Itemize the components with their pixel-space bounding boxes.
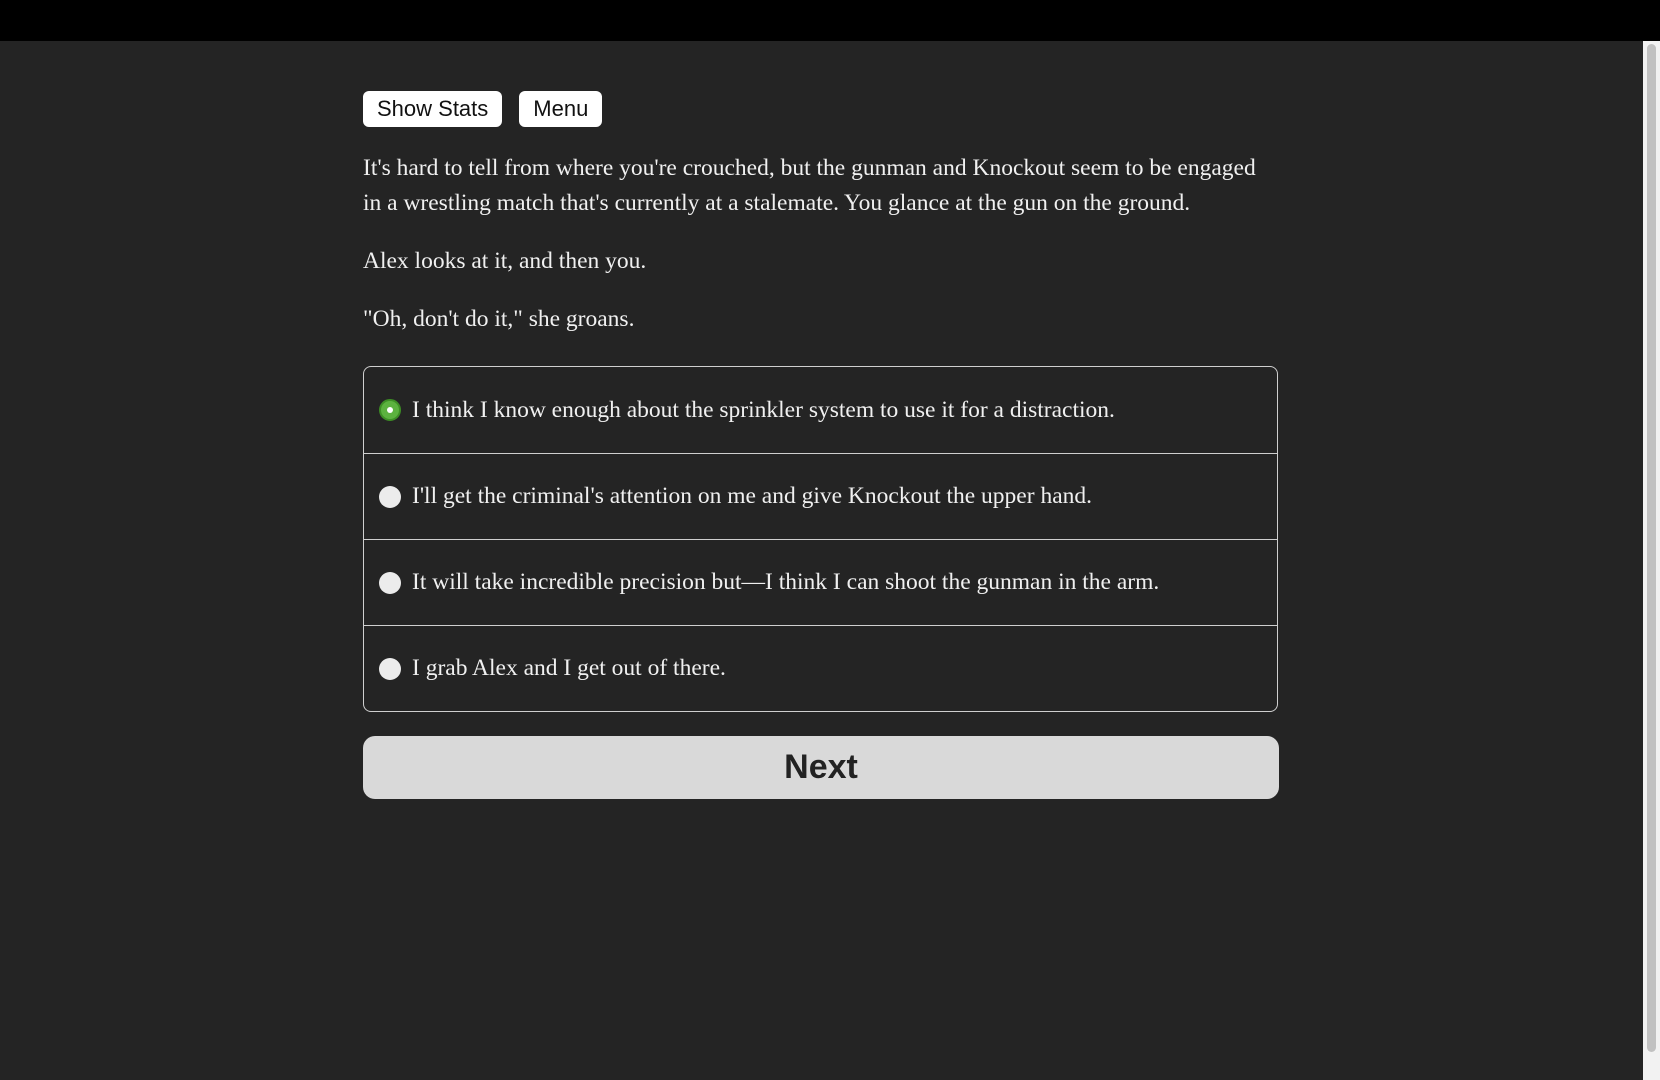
radio-button[interactable] <box>379 658 401 680</box>
radio-button[interactable] <box>379 486 401 508</box>
show-stats-button[interactable]: Show Stats <box>363 91 502 127</box>
story-text <box>363 151 1279 337</box>
choice-label: It will take incredible precision but—I think I can shoot the gunman in the arm. <box>412 569 1160 595</box>
choice-option[interactable] <box>364 539 1277 625</box>
choice-option[interactable] <box>364 625 1277 711</box>
menu-button[interactable]: Menu <box>519 91 602 127</box>
game-content <box>363 91 1279 799</box>
next-button[interactable]: Next <box>363 736 1279 799</box>
browser-top-bar <box>0 0 1660 41</box>
choice-label: I grab Alex and I get out of there. <box>412 655 726 681</box>
choice-label: I think I know enough about the sprinkler system to use it for a distraction. <box>412 396 1115 423</box>
radio-button[interactable] <box>379 572 401 594</box>
story-paragraph: It's hard to tell from where you're crouched, but the gunman and Knockout seem to be engaged in a wrestling match that's currently at a stalemate. You glance at the gun on the ground. <box>363 155 1256 216</box>
radio-button[interactable] <box>379 399 401 421</box>
choice-option[interactable] <box>364 367 1277 453</box>
scrollbar-thumb[interactable] <box>1647 44 1656 1052</box>
toolbar <box>363 91 1279 127</box>
story-paragraph: "Oh, don't do it," she groans. <box>363 306 635 332</box>
choice-list <box>363 366 1278 712</box>
choice-option[interactable] <box>364 453 1277 539</box>
choice-label: I'll get the criminal's attention on me and give Knockout the upper hand. <box>412 483 1092 509</box>
story-paragraph: Alex looks at it, and then you. <box>363 248 647 274</box>
